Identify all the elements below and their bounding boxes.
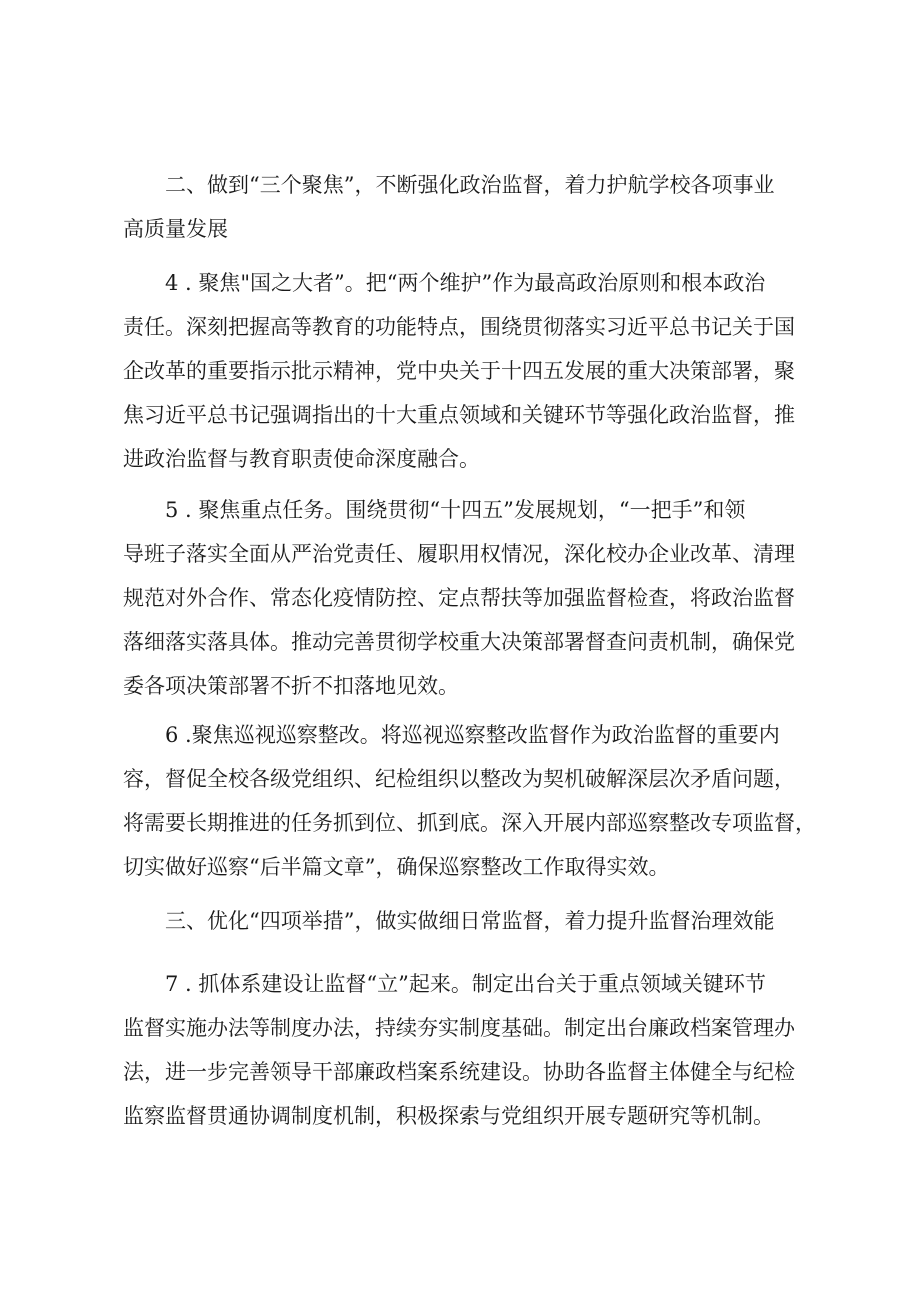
text-line: 三、优化“四项举措”，做实做细日常监督，着力提升监督治理效能	[165, 909, 775, 933]
section-heading-2	[0, 163, 920, 251]
item-4-paragraph	[0, 261, 920, 481]
text-line: 6 .聚焦巡视巡察整改。将巡视巡察整改监督作为政治监督的重要内	[165, 723, 780, 747]
text-line: 落细落实落具体。推动完善贯彻学校重大决策部署督查问责机制，确保党	[123, 630, 795, 654]
text-line: 4 . 聚焦"国之大者”。把“两个维护”作为最高政治原则和根本政治	[165, 271, 766, 295]
text-line: 法，进一步完善领导干部廉政档案系统建设。协助各监督主体健全与纪检	[123, 1060, 795, 1084]
text-line: 切实做好巡察“后半篇文章”，确保巡察整改工作取得实效。	[123, 855, 670, 879]
item-5-paragraph	[0, 488, 920, 708]
text-line: 监督实施办法等制度办法，持续夯实制度基础。制定出台廉政档案管理办	[123, 1016, 795, 1040]
text-line: 将需要长期推进的任务抓到位、抓到底。深入开展内部巡察整改专项监督，	[123, 811, 816, 835]
text-line: 规范对外合作、常态化疫情防控、定点帮扶等加强监督检查，将政治监督	[123, 586, 795, 610]
text-line: 7 . 抓体系建设让监督“立”起来。制定出台关于重点领域关键环节	[165, 972, 766, 996]
text-line: 高质量发展	[123, 217, 228, 241]
item-7-paragraph	[0, 962, 920, 1138]
section-heading-3	[0, 899, 920, 943]
text-line: 5 . 聚焦重点任务。围绕贯彻“十四五”发展规划，“一把手”和领	[165, 498, 746, 522]
text-line: 导班子落实全面从严治党责任、履职用权情况，深化校办企业改革、清理	[123, 542, 795, 566]
text-line: 进政治监督与教育职责使命深度融合。	[123, 447, 480, 471]
text-line: 委各项决策部署不折不扣落地见效。	[123, 674, 459, 698]
text-line: 焦习近平总书记强调指出的十大重点领域和关键环节等强化政治监督，推	[123, 403, 795, 427]
text-line: 责任。深刻把握高等教育的功能特点，围绕贯彻落实习近平总书记关于国	[123, 315, 795, 339]
text-line: 容，督促全校各级党组织、纪检组织以整改为契机破解深层次矛盾问题，	[123, 767, 795, 791]
text-line: 监察监督贯通协调制度机制，积极探索与党组织开展专题研究等机制。	[123, 1104, 774, 1128]
text-line: 企改革的重要指示批示精神，党中央关于十四五发展的重大决策部署，聚	[123, 359, 795, 383]
item-6-paragraph	[0, 713, 920, 889]
text-line: 二、做到“三个聚焦”，不断强化政治监督，着力护航学校各项事业	[165, 173, 775, 197]
